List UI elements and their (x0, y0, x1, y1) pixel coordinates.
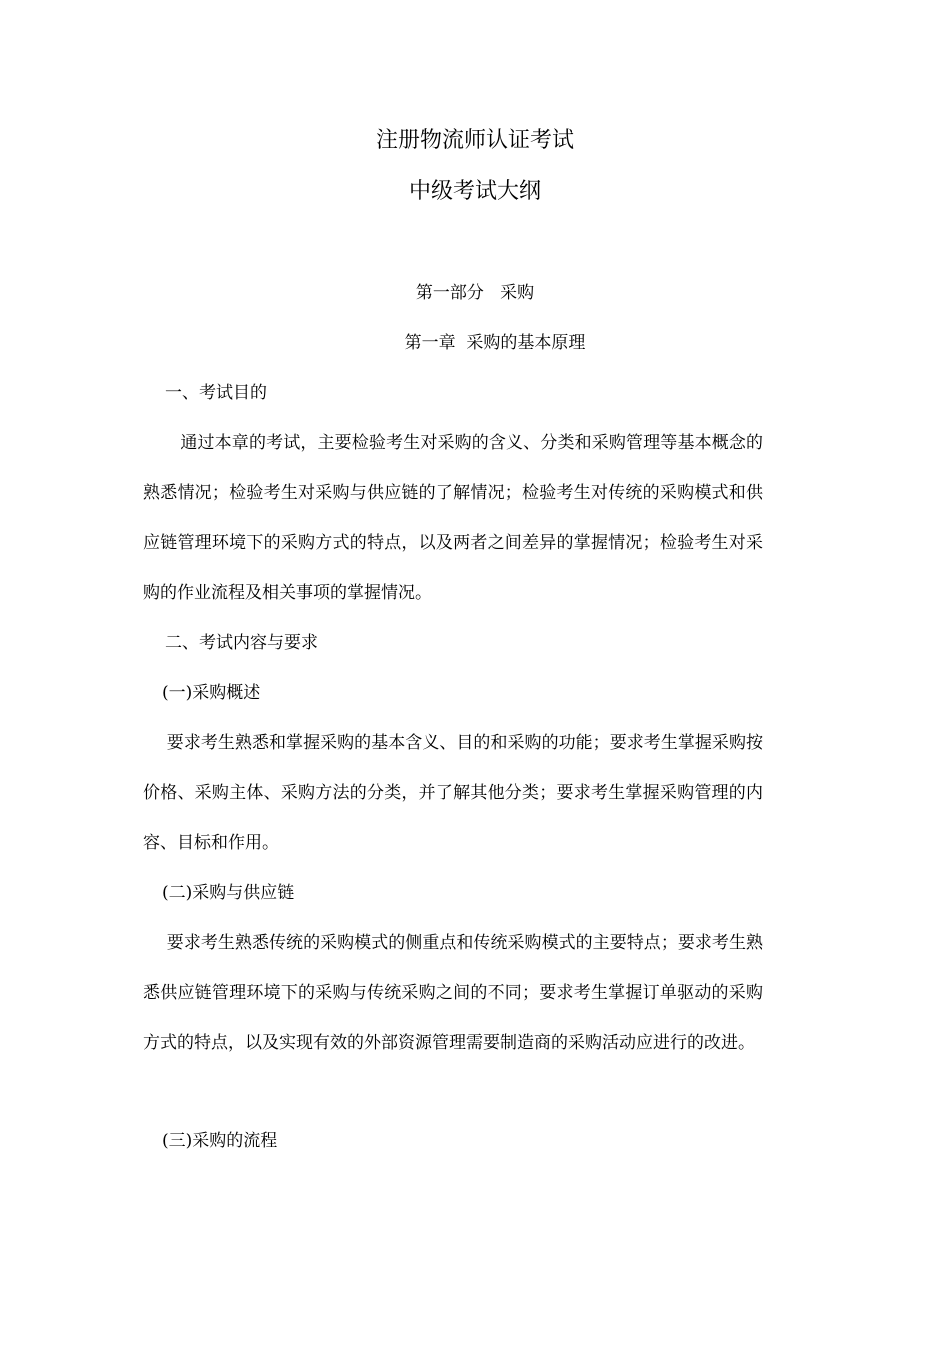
document-title: 注册物流师认证考试 (375, 128, 574, 153)
section-heading-exam-purpose: 一、考试目的 (165, 383, 267, 403)
subsection-body-supply-chain: 要求考生熟悉传统的采购模式的侧重点和传统采购模式的主要特点；要求考生熟悉供应链管理环境下的采购与传统采购之间的不同；要求考生掌握订单驱动的采购方式的特点，以及实现有效的外部资源管理需要制造商的采购活动应进行的改进。 (143, 933, 763, 1053)
document-subtitle: 中级考试大纲 (408, 179, 541, 204)
subsection-heading-process: (三)采购的流程 (162, 1131, 278, 1151)
subsection-body-overview: 要求考生熟悉和掌握采购的基本含义、目的和采购的功能；要求考生掌握采购按价格、采购主体、采购方法的分类，并了解其他分类；要求考生掌握采购管理的内容、目标和作用。 (143, 733, 763, 853)
subsection-heading-supply-chain: (二)采购与供应链 (162, 883, 295, 903)
subsection-heading-overview: (一)采购概述 (162, 683, 261, 703)
part-heading: 第一部分 采购 (415, 283, 535, 303)
chapter-heading: 第一章 采购的基本原理 (404, 333, 586, 353)
section-heading-content-requirements: 二、考试内容与要求 (165, 633, 318, 653)
section-body-exam-purpose: 通过本章的考试，主要检验考生对采购的含义、分类和采购管理等基本概念的熟悉情况；检验考生对采购与供应链的了解情况；检验考生对传统的采购模式和供应链管理环境下的采购方式的特点，以及两者之间差异的掌握情况；检验考生对采购的作业流程及相关事项的掌握情况。 (143, 433, 763, 603)
